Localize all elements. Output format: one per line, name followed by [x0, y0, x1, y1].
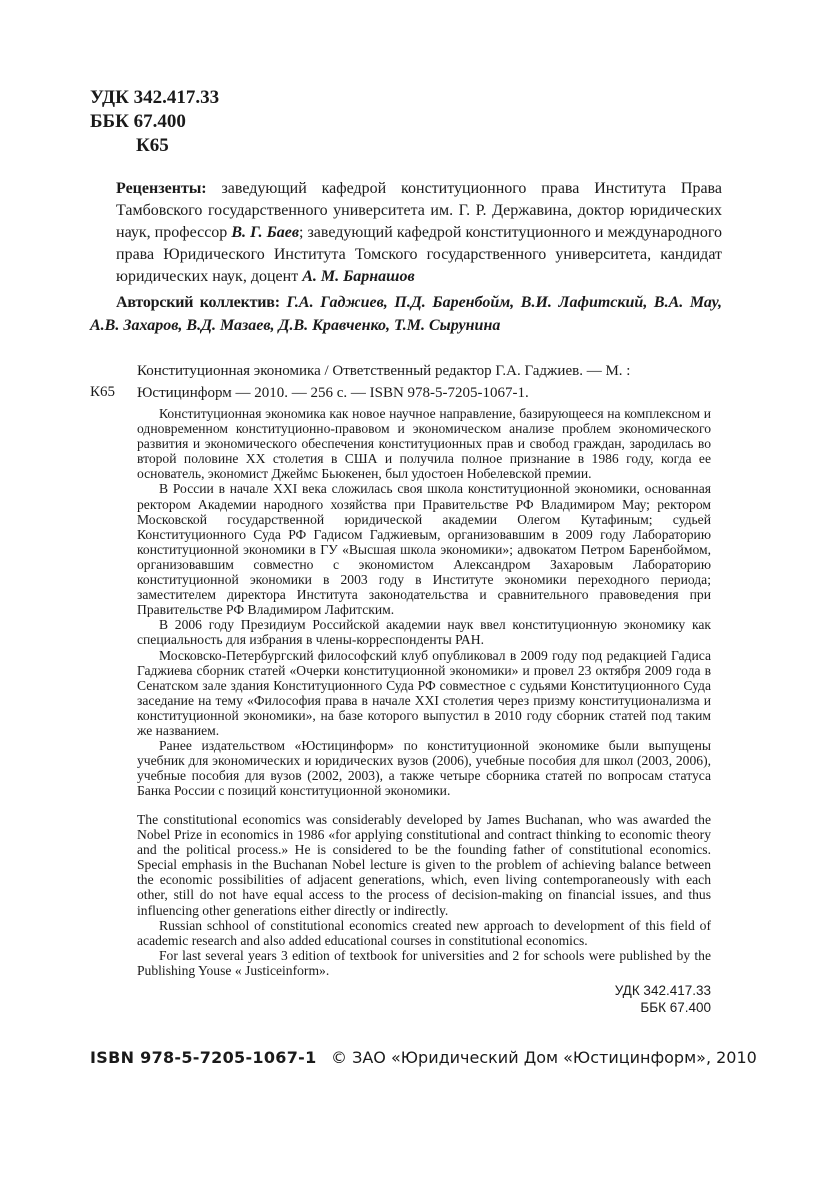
annotation-paragraph: Московско-Петербургский философский клуб опубликовал в 2009 году под редакцией Гадиса Гаджиева сборник статей «Очерки конституционной экономики» и провел 23 октября 2009 года в Сенатском зале здания Конституционного Суда РФ совместное с судьями Конституционного Суда заседание на тему «Философия права в начале XXI столетия через призму конституционализма и конституционной экономики», на базе которого выпустил в 2010 году сборник статей под таким же названием.: [137, 647, 711, 738]
english-paragraph: The constitutional economics was considerably developed by James Buchanan, who was awarded the Nobel Prize in economics in 1986 «for applying constitutional and contract thinking to economic theory and the political process.» He is considered to be the founding father of constitutional economics. Special emphasis in the Buchanan Nobel lecture is given to the problem of achieving balance between the economic possibilities of adjacent generations, which, even living contemporaneously with each other, still do not have equal access to the process of decision-making on financial issues, and thus influencing other generations either directly or indirectly.: [137, 812, 711, 918]
english-paragraph: Russian schhool of constitutional economics created new approach to development of this field of academic research and also added educational courses in constitutional economics.: [137, 917, 711, 948]
authors-names: Г.А. Гаджиев, П.Д. Баренбойм, В.И. Лафитский, В.А. Мау, А.В. Захаров, В.Д. Мазаев, Д.В. Кравченко, Т.М. Сырунина: [90, 294, 722, 334]
bbk-code: ББК 67.400: [90, 111, 186, 132]
annotation-paragraph: В России в начале XXI века сложилась своя школа конституционной экономики, основанная ректором Академии народного хозяйства при Правительстве РФ Владимиром Мау; ректором Московской государственной юридической академии Олегом Кутафиным; судьей Конституционного Суда РФ Гадисом Гаджиевым, организовавшим в 2009 году Лабораторию конституционной экономики в ГУ «Высшая школа экономики»; адвокатом Петром Баренбоймом, организовавшим совместно с экономистом Александром Захаровым Лабораторию конституционной экономики в 2003 году в Институте экономики переходного периода; заместителем директора Института законодательства и сравнительного правоведения при Правительстве РФ Владимиром Лафитским.: [137, 481, 711, 618]
annotation-english: [137, 812, 711, 978]
reviewers-block: [116, 178, 722, 288]
english-paragraph: For last several years 3 edition of textbook for universities and 2 for schools were published by the Publishing Youse « Justiceinform».: [137, 947, 711, 978]
bibliography-line-2: Юстицинформ — 2010. — 256 с. — ISBN 978-5-7205-1067-1.: [137, 385, 529, 401]
udk-code-footer: УДК 342.417.33: [614, 983, 711, 998]
author-mark: К65: [136, 135, 169, 156]
bibliography-record: [137, 360, 711, 404]
bibliography-line-1: Конституционная экономика / Ответственный редактор Г.А. Гаджиев. — М. :: [137, 363, 631, 379]
authors-block: [90, 292, 722, 337]
reviewers-text-2: ; заведующий кафедрой конституционного и международного права Юридического Института Томского государственного университета, кандидат юридических наук, доцент: [116, 224, 723, 285]
authors-label: Авторский коллектив:: [116, 294, 280, 311]
isbn-number: ISBN 978-5-7205-1067-1: [90, 1048, 317, 1067]
reviewers-text-1: заведующий кафедрой конституционного права Института Права Тамбовского государственного университета им. Г. Р. Державина, доктор юридических наук, профессор: [116, 180, 722, 241]
annotation-paragraph: Ранее издательством «Юстицинформ» по конституционной экономике были выпущены учебник для экономических и юридических вузов (2006), учебные пособия для школ (2003, 2006), учебные пособия для вузов (2002, 2003), а также четыре сборника статей по вопросам статуса Банка России с позиций конституционной экономики.: [137, 738, 711, 799]
reviewers-label: Рецензенты:: [116, 180, 207, 197]
reviewer-name-1: В. Г. Баев: [231, 224, 299, 241]
annotation-russian: [137, 406, 711, 798]
reviewer-name-2: А. М. Барнашов: [302, 268, 415, 285]
bibliography-side-mark: К65: [90, 384, 116, 400]
annotation-paragraph: Конституционная экономика как новое научное направление, базирующееся на комплексном и одновременном конституционно-правовом и экономическом анализе проблем экономического развития и экономического обеспечения конституционных прав и свобод граждан, зародилась во второй половине XX столетия в США и получила полное признание в 1986 году, когда ее основатель, экономист Джеймс Бьюкенен, был удостоен Нобелевской премии.: [137, 406, 711, 482]
udk-code: УДК 342.417.33: [90, 87, 220, 108]
copyright-notice: © ЗАО «Юридический Дом «Юстицинформ», 2010: [331, 1048, 757, 1067]
classification-header: [90, 86, 219, 158]
bbk-code-footer: ББК 67.400: [640, 1000, 711, 1015]
annotation-paragraph: В 2006 году Президиум Российской академии наук ввел конституционную экономику как специальность для избрания в члены-корреспонденты РАН.: [137, 617, 711, 648]
classification-codes: [540, 982, 711, 1016]
